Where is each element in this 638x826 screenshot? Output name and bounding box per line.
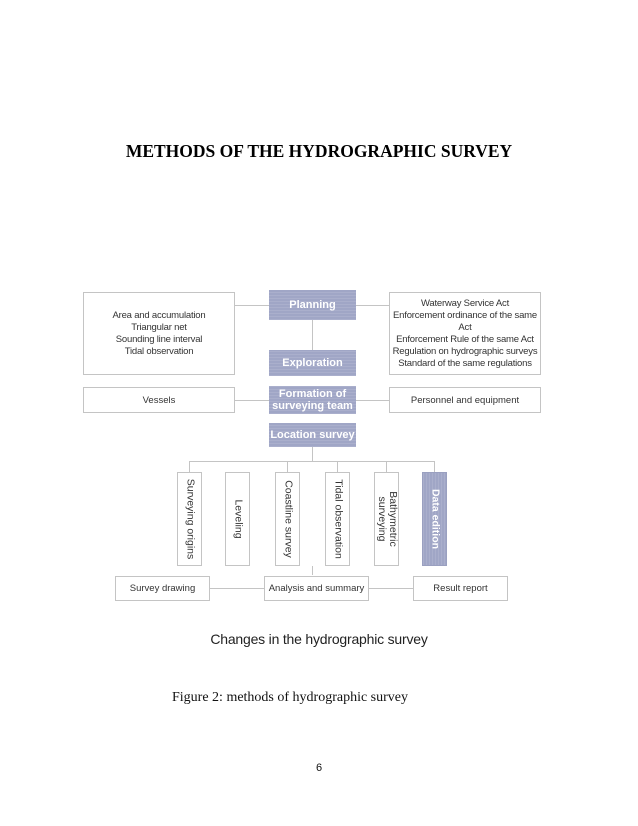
exploration-box: Exploration [269,350,356,376]
connector-line [356,400,389,401]
parameter-text: Triangular net [131,321,187,333]
diagram-caption: Changes in the hydrographic survey [210,631,428,647]
step-label: Tidal observation [332,479,344,559]
formation-line: Formation of [278,388,347,400]
regulation-text: Enforcement ordinance of the same Act [393,309,537,333]
step-label: Coastline survey [282,480,294,558]
step-bathymetric-surveying [374,472,399,566]
connector-line [386,461,387,472]
page-number: 6 [315,762,323,774]
step-label: Leveling [232,499,244,539]
connector-line [312,320,313,350]
result-report-box: Result report [413,576,508,601]
regulation-text: Regulation on hydrographic surveys [392,345,538,357]
regulations-box [389,292,541,375]
regulation-text: Waterway Service Act [420,297,510,309]
connector-line [287,461,288,472]
connector-line [356,305,389,306]
planning-box: Planning [269,290,356,320]
page-title: METHODS OF THE HYDROGRAPHIC SURVEY [125,141,513,161]
survey-drawing-box: Survey drawing [115,576,210,601]
connector-line [312,566,313,575]
step-coastline-survey [275,472,300,566]
step-label-line: surveying [375,496,388,542]
vessels-box: Vessels [83,387,235,413]
formation-box [269,386,356,414]
connector-line [235,305,269,306]
connector-line [189,461,190,472]
step-surveying-origins [177,472,202,566]
step-leveling [225,472,250,566]
parameter-text: Area and accumulation [112,309,206,321]
step-label: Surveying origins [184,478,196,560]
formation-line: surveying team [272,400,353,412]
step-label: Data edition [429,488,441,550]
parameter-text: Sounding line interval [115,333,203,345]
parameter-text: Tidal observation [124,345,194,357]
survey-parameters-box [83,292,235,375]
step-data-edition [422,472,447,566]
connector-line [189,461,435,462]
step-label-line: Bathymetric [386,491,399,547]
regulation-text: Standard of the same regulations [398,357,532,369]
connector-line [337,461,338,472]
connector-line [312,447,313,461]
regulation-text: Enforcement Rule of the same Act [396,333,534,345]
connector-line [235,400,269,401]
personnel-box: Personnel and equipment [389,387,541,413]
connector-line [369,588,413,589]
figure-caption: Figure 2: methods of hydrographic survey [172,690,409,705]
analysis-summary-box: Analysis and summary [264,576,369,601]
location-survey-box: Location survey [269,423,356,447]
step-tidal-observation [325,472,350,566]
step-label [376,491,398,546]
connector-line [434,461,435,472]
